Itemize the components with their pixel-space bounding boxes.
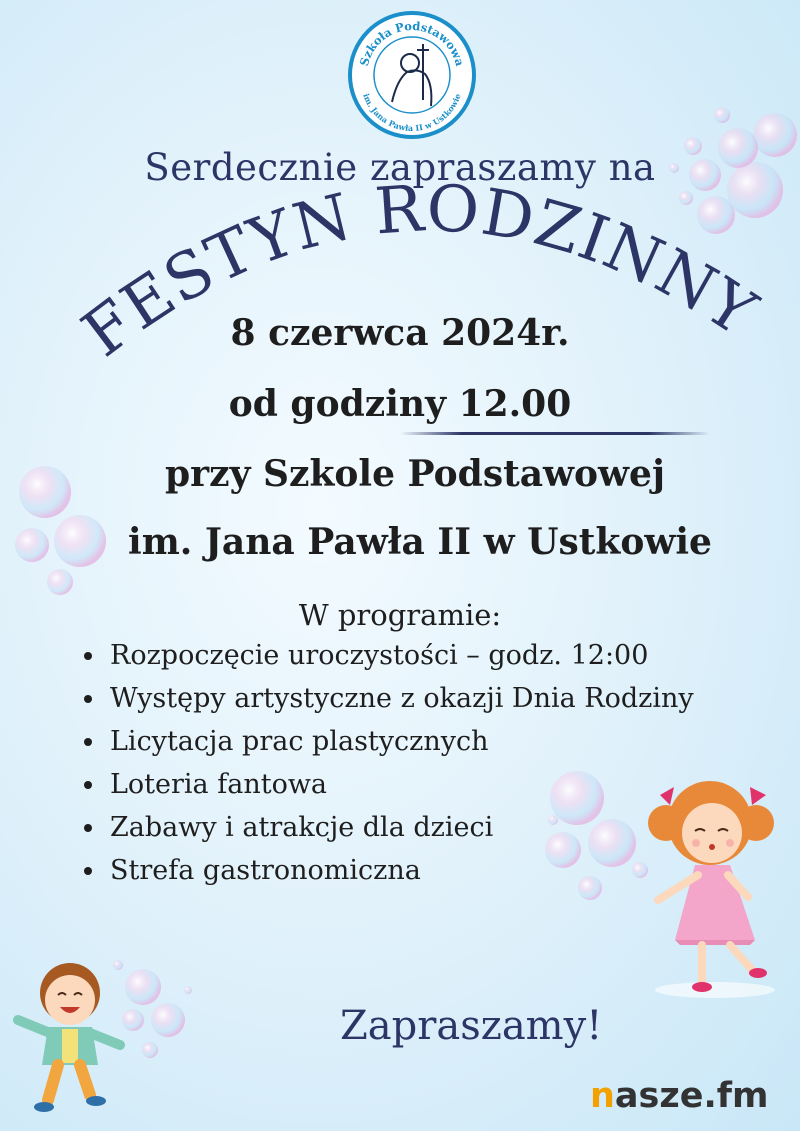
bullet-icon <box>84 867 92 875</box>
list-item: Strefa gastronomiczna <box>84 853 724 889</box>
decorative-underline <box>400 432 710 435</box>
list-item: Rozpoczęcie uroczystości – godz. 12:00 <box>84 638 724 674</box>
logo-bottom-text: im. Jana Pawła II w Ustkowie <box>361 92 463 134</box>
program-title: W programie: <box>298 598 502 632</box>
boy-illustration <box>10 955 130 1120</box>
list-item: Loteria fantowa <box>84 767 724 803</box>
bullet-icon <box>84 781 92 789</box>
list-item: Występy artystyczne z okazji Dnia Rodziny <box>84 681 724 717</box>
program-list <box>84 638 724 896</box>
list-item: Zabawy i atrakcje dla dzieci <box>84 810 724 846</box>
event-place-line1: przy Szkole Podstawowej <box>165 453 665 495</box>
bullet-icon <box>84 652 92 660</box>
event-time: od godziny 12.00 <box>228 383 572 425</box>
source-logo: nasze.fm <box>590 1076 769 1116</box>
bullet-icon <box>84 824 92 832</box>
bullet-icon <box>84 695 92 703</box>
event-title: FESTYN RODZINNY <box>69 172 769 372</box>
closing-text: Zapraszamy! <box>340 1003 603 1049</box>
event-title-arc <box>0 0 800 420</box>
logo-top-text: Szkoła Podstawowa <box>356 18 468 68</box>
list-item: Licytacja prac plastycznych <box>84 724 724 760</box>
bullet-icon <box>84 738 92 746</box>
invite-text: Serdecznie zapraszamy na <box>144 146 656 189</box>
event-place-line2: im. Jana Pawła II w Ustkowie <box>128 521 712 563</box>
event-date: 8 czerwca 2024r. <box>230 312 570 354</box>
girl-illustration <box>640 765 790 1005</box>
